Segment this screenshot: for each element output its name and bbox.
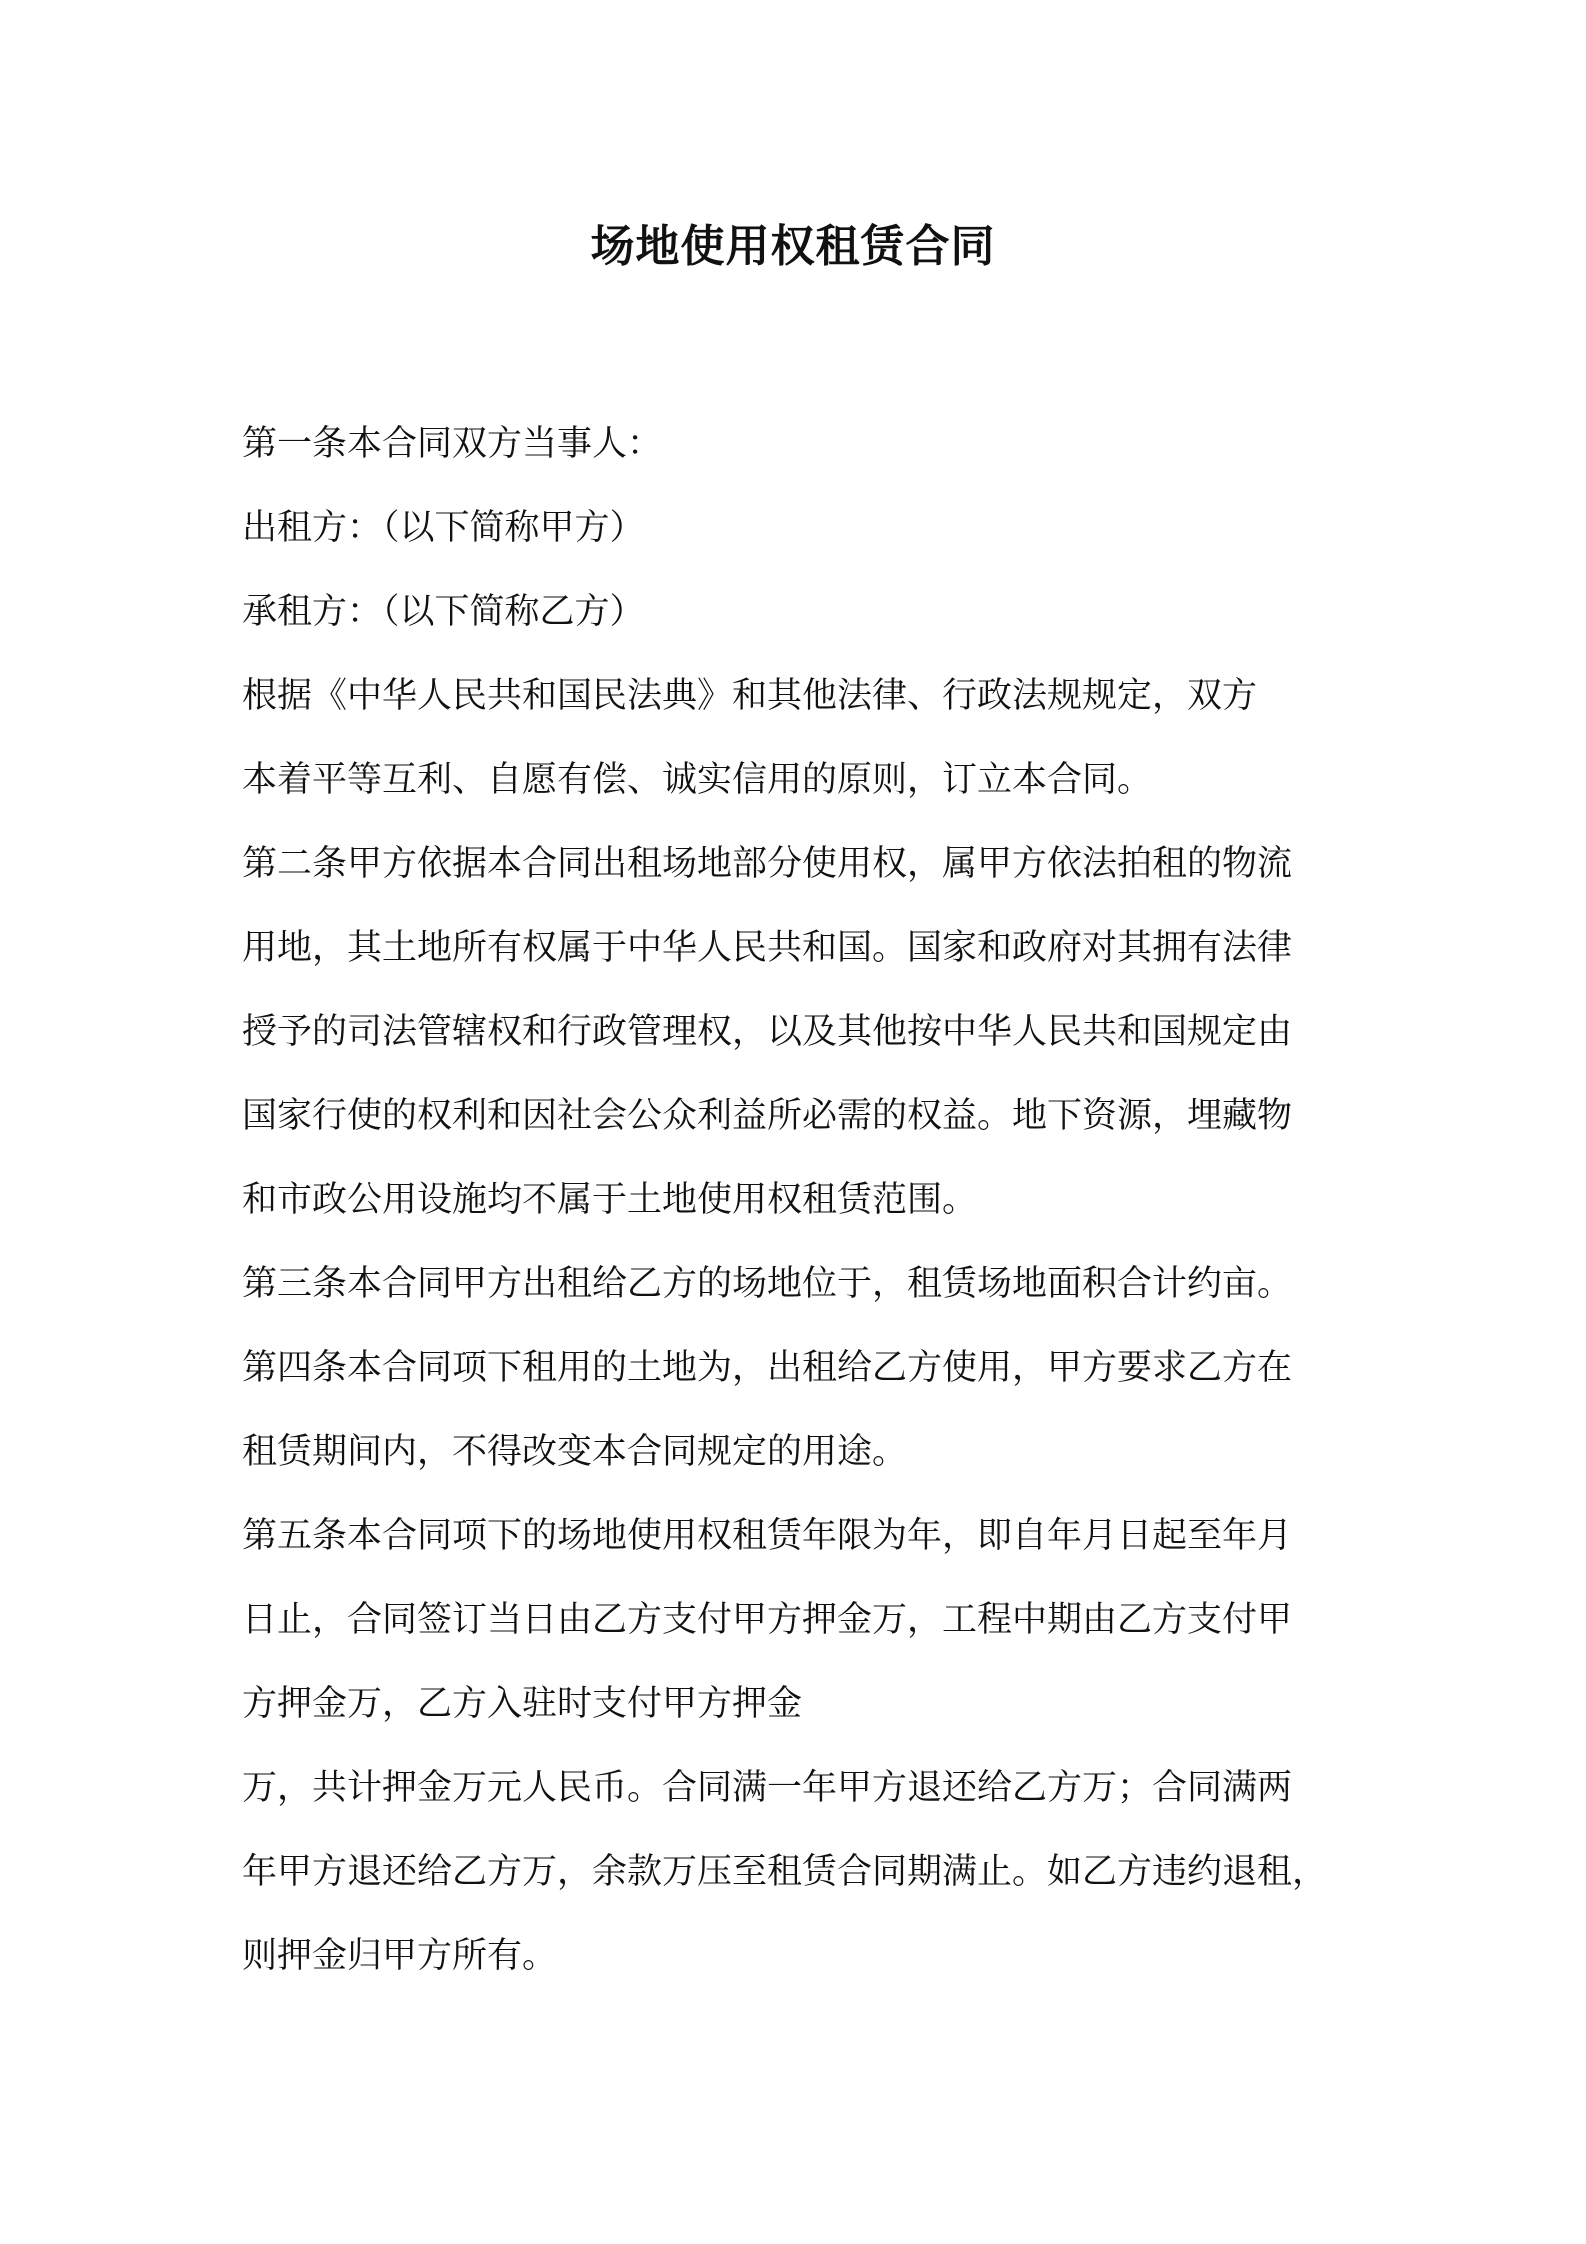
document-body (242, 402, 1362, 1998)
body-line: 则押金归甲方所有。 (242, 1936, 558, 1976)
body-line: 出租方：（以下简称甲方） (242, 508, 645, 548)
body-line: 第五条本合同项下的场地使用权租赁年限为年，即自年月日起至年月 (242, 1516, 1293, 1556)
body-line: 年甲方退还给乙方万，余款万压至租赁合同期满止。如乙方违约退租， (242, 1852, 1328, 1892)
body-line: 第三条本合同甲方出租给乙方的场地位于，租赁场地面积合计约亩。 (242, 1264, 1293, 1304)
body-line: 授予的司法管辖权和行政管理权，以及其他按中华人民共和国规定由 (242, 1012, 1293, 1052)
body-line: 第四条本合同项下租用的土地为，出租给乙方使用，甲方要求乙方在 (242, 1348, 1293, 1388)
body-line: 用地，其土地所有权属于中华人民共和国。国家和政府对其拥有法律 (242, 928, 1293, 968)
body-line: 第一条本合同双方当事人： (242, 424, 663, 464)
document-title: 场地使用权租赁合同 (590, 221, 996, 272)
body-line: 承租方：（以下简称乙方） (242, 592, 645, 632)
body-line: 第二条甲方依据本合同出租场地部分使用权，属甲方依法拍租的物流 (242, 844, 1293, 884)
body-line: 日止，合同签订当日由乙方支付甲方押金万，工程中期由乙方支付甲 (242, 1600, 1293, 1640)
body-line: 万，共计押金万元人民币。合同满一年甲方退还给乙方万；合同满两 (242, 1768, 1293, 1808)
body-line: 租赁期间内，不得改变本合同规定的用途。 (242, 1432, 908, 1472)
body-line: 国家行使的权利和因社会公众利益所必需的权益。地下资源，埋藏物 (242, 1096, 1293, 1136)
body-line: 方押金万，乙方入驻时支付甲方押金 (242, 1684, 803, 1724)
body-line: 本着平等互利、自愿有偿、诚实信用的原则，订立本合同。 (242, 760, 1153, 800)
body-line: 和市政公用设施均不属于土地使用权租赁范围。 (242, 1180, 978, 1220)
body-line: 根据《中华人民共和国民法典》和其他法律、行政法规规定，双方 (242, 676, 1258, 716)
